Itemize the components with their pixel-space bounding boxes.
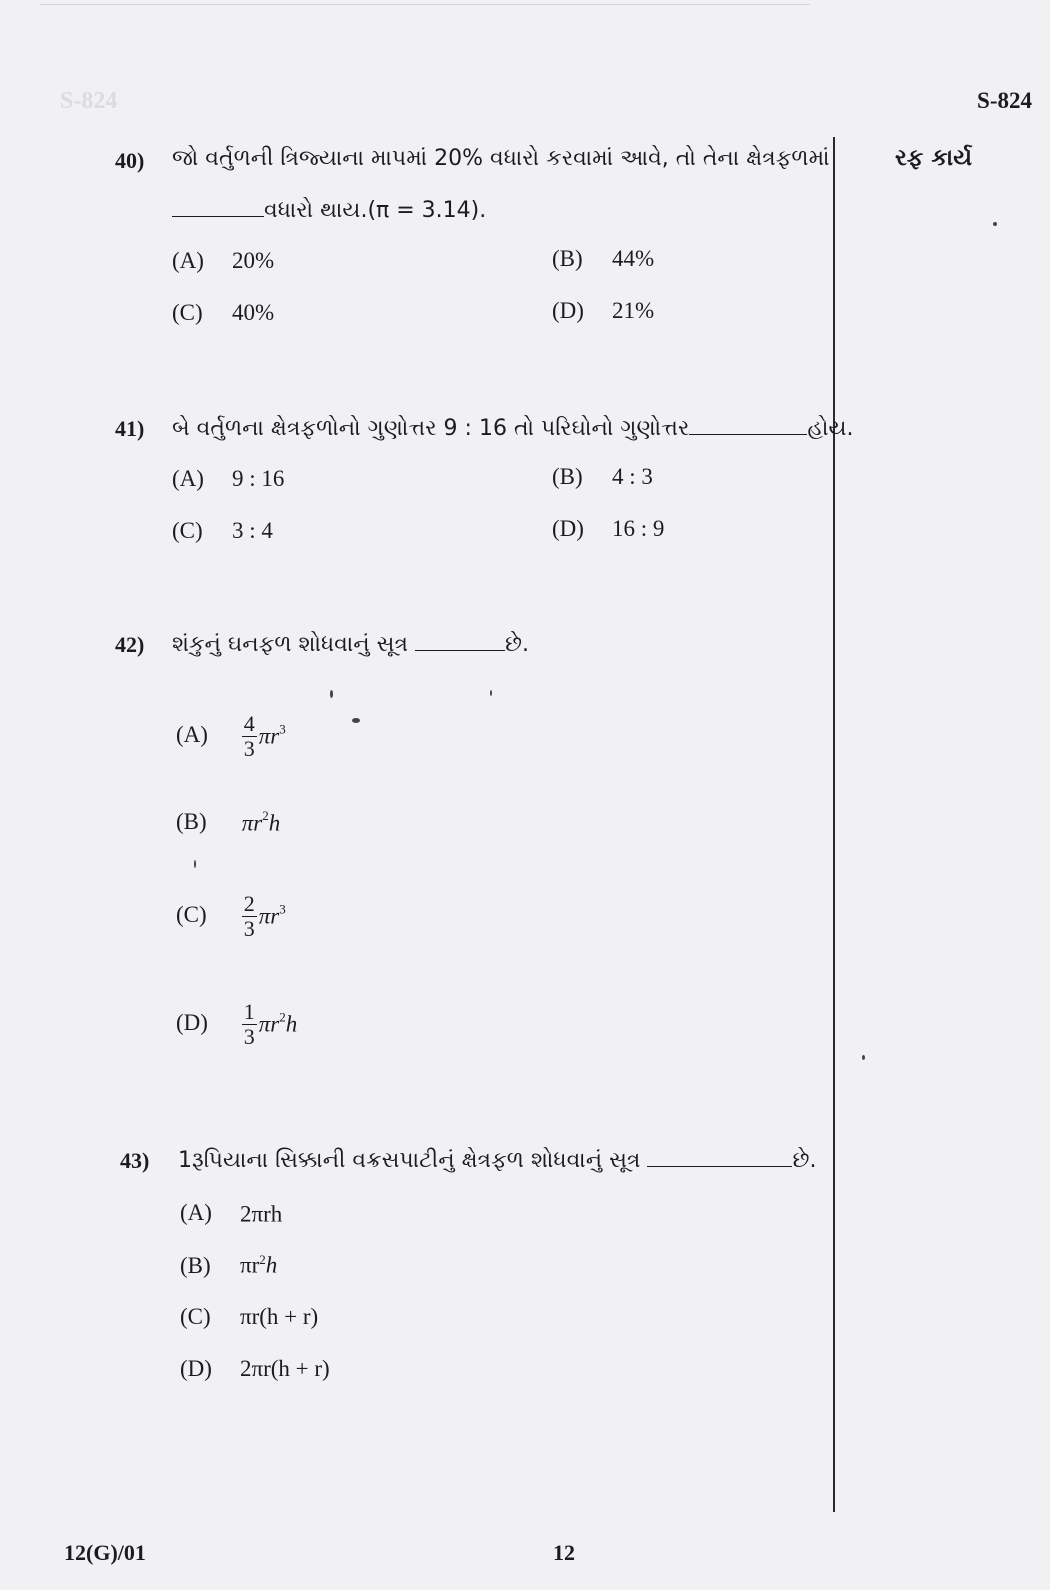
exponent: 2 [262, 808, 269, 823]
answer-blank [647, 1146, 792, 1167]
rough-work-divider [833, 137, 835, 1512]
question-text-end: છે. [505, 632, 529, 657]
question-text [172, 414, 853, 441]
option-value: 2πrh [240, 1201, 283, 1227]
page-number: 12 [553, 1540, 575, 1565]
bleed-through-code: S-824 [60, 88, 118, 114]
speck [352, 718, 360, 723]
formula-tail: h [285, 1011, 298, 1037]
answer-blank [415, 630, 505, 651]
question-text: જો વર્તુળની ત્રિજ્યાના માપમાં 20% વધારો કરવામાં આવે, તો તેના ક્ષેત્રફળમાં [172, 146, 830, 171]
question-text-continuation: વધારો થાય.(π = 3.14). [264, 198, 487, 223]
option-value: πr(h + r) [240, 1304, 319, 1329]
question-text [172, 630, 529, 657]
option-value: 3 : 4 [232, 518, 273, 543]
question-number: 43) [120, 1148, 150, 1173]
question-text-end: હોય. [807, 416, 854, 441]
speck [490, 690, 492, 696]
formula-tail: h [268, 810, 281, 836]
option-value: 16 : 9 [612, 516, 665, 541]
option-value-tail: h [265, 1252, 278, 1278]
option-b: (B) 44% [552, 246, 655, 271]
question-number: 41) [115, 416, 145, 441]
top-edge-line [40, 4, 810, 5]
question-text-start: 1રૂપિયાના સિક્કાની વક્રસપાટીનું ક્ષેત્રફળ શોધવાનું સૂત્ર [178, 1148, 641, 1173]
answer-blank [172, 196, 264, 217]
option-a: (A) 2πrh [180, 1200, 283, 1227]
paper-series: 12(G)/01 [64, 1540, 146, 1565]
fraction: $\frac{1}{3}$ [243, 999, 255, 1050]
option-value: 40% [232, 300, 275, 325]
option-b: (B) $\pi r^2h$ [176, 808, 281, 836]
option-b: (B) $\pi r^2h$ [180, 1252, 278, 1278]
option-c: (C) πr(h + r) [180, 1304, 319, 1329]
option-c: (C) 3 : 4 [172, 518, 273, 543]
option-c: (C) 40% [172, 300, 275, 325]
question-text-line2 [172, 196, 486, 223]
exponent: 2 [279, 1009, 286, 1025]
option-c: (C) $\frac{2}{3}$ $\pi r^3$ [176, 891, 286, 942]
option-value: 21% [612, 298, 655, 323]
formula: πr [258, 1011, 280, 1037]
exponent: 3 [279, 721, 286, 737]
option-value: 9 : 16 [232, 466, 285, 491]
question-number: 42) [115, 632, 145, 657]
speck [330, 690, 333, 698]
option-d: (D) 2πr(h + r) [180, 1356, 330, 1381]
speck [862, 1055, 865, 1060]
option-d: (D) 16 : 9 [552, 516, 665, 541]
option-d: (D) 21% [552, 298, 655, 323]
option-a: (A) 9 : 16 [172, 466, 285, 491]
question-text-start: શંકુનું ઘનફળ શોધવાનું સૂત્ર [172, 632, 408, 657]
option-value: 44% [612, 246, 655, 271]
fraction: $\frac{4}{3}$ [243, 711, 255, 762]
option-a: (A) $\frac{4}{3}$ $\pi r^3$ [176, 711, 286, 762]
option-b: (B) 4 : 3 [552, 464, 653, 489]
option-a: (A) 20% [172, 248, 275, 273]
option-value: 20% [232, 248, 275, 273]
question-text-start: બે વર્તુળના ક્ષેત્રફળોનો ગુણોત્તર 9 : 16 તો પરિઘોનો ગુણોત્તર [172, 416, 690, 441]
paper-code: S-824 [977, 88, 1032, 113]
answer-blank [689, 414, 807, 435]
question-text-end: છે. [792, 1148, 817, 1173]
speck [993, 222, 997, 226]
fraction: $\frac{2}{3}$ [243, 891, 255, 942]
formula: πr [258, 903, 280, 929]
option-value: 4 : 3 [612, 464, 653, 489]
exponent: 2 [259, 1252, 266, 1267]
formula: πr [258, 723, 280, 749]
option-value: πr [240, 1252, 260, 1278]
formula: πr [241, 810, 263, 836]
option-value: 2πr(h + r) [240, 1356, 330, 1381]
speck [194, 860, 196, 868]
exponent: 3 [279, 901, 286, 917]
question-text [178, 1146, 816, 1173]
option-d: (D) $\frac{1}{3}$ $\pi r^2h$ [176, 999, 298, 1050]
question-number: 40) [115, 148, 145, 173]
rough-work-label: રફ કાર્ય [895, 145, 973, 171]
